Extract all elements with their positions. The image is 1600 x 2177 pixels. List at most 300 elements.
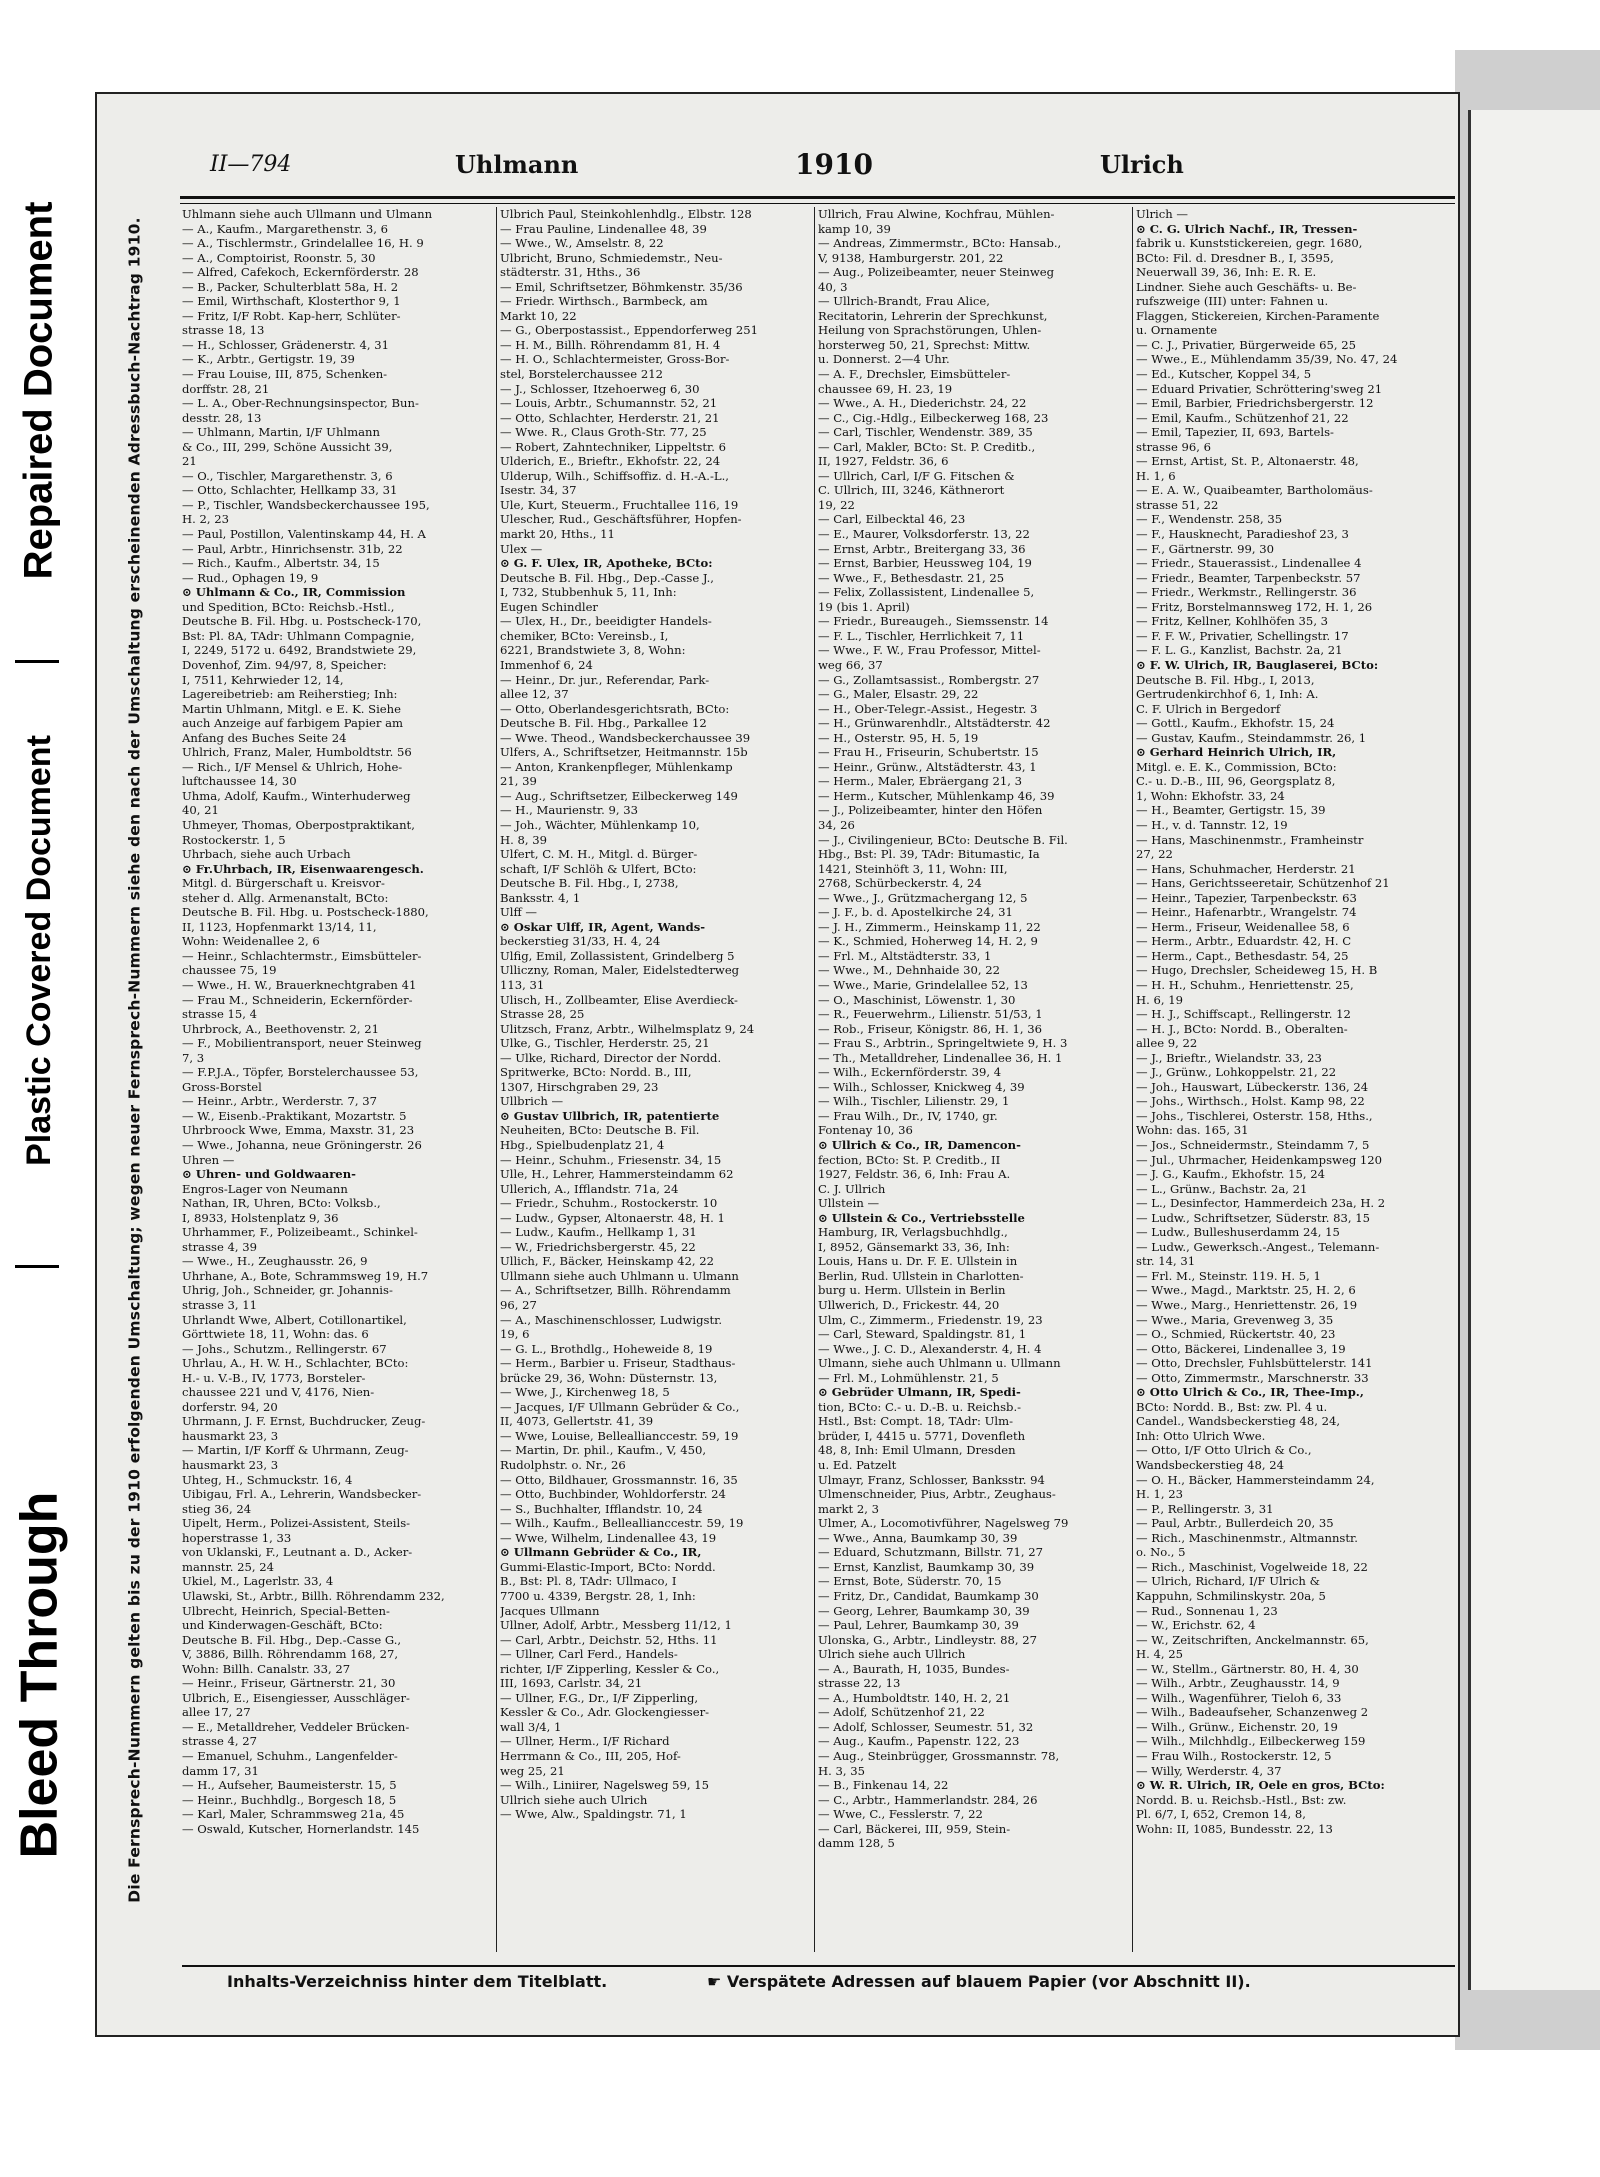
- directory-entry: — Ludw., Schriftsetzer, Süderstr. 83, 15: [1136, 1210, 1371, 1225]
- directory-entry: — Heinr., Tapezier, Tarpenbeckstr. 63: [1136, 890, 1357, 905]
- directory-entry: — Wwe., A. H., Diederichstr. 24, 22: [818, 396, 1027, 411]
- directory-entry: — Carl, Makler, BCto: St. P. Creditb.,: [818, 439, 1036, 454]
- directory-entry: — Louis, Arbtr., Schumannstr. 52, 21: [500, 396, 718, 411]
- directory-entry: — Friedr., Werkmstr., Rellingerstr. 36: [1136, 585, 1357, 600]
- directory-entry: ⊙ Otto Ulrich & Co., IR, Thee-Imp.,: [1136, 1385, 1364, 1400]
- directory-entry: Deutsche B. Fil. Hbg., I, 2738,: [500, 876, 679, 891]
- directory-entry: — Heinr., Dr. jur., Referendar, Park-: [500, 672, 710, 687]
- directory-entry: — F., Wendenstr. 258, 35: [1136, 512, 1283, 527]
- directory-entry: — H., Osterstr. 95, H. 5, 19: [818, 730, 979, 745]
- directory-entry: — Wwe. R., Claus Groth-Str. 77, 25: [500, 425, 707, 440]
- directory-entry: — E., Maurer, Volksdorferstr. 13, 22: [818, 527, 1030, 542]
- directory-entry: — Wwe., J., Grützmachergang 12, 5: [818, 890, 1028, 905]
- directory-entry: Heilung von Sprachstörungen, Uhlen-: [818, 323, 1042, 338]
- directory-entry: — Ludw., Gypser, Altonaerstr. 48, H. 1: [500, 1210, 725, 1225]
- directory-entry: Hstl., Bst: Compt. 18, TAdr: Ulm-: [818, 1414, 1014, 1429]
- directory-entry: — F., Mobilientransport, neuer Steinweg: [182, 1036, 422, 1051]
- directory-entry: — Wwe, Alw., Spaldingstr. 71, 1: [500, 1807, 687, 1822]
- directory-entry: ⊙ F. W. Ulrich, IR, Bauglaserei, BCto:: [1136, 657, 1379, 672]
- directory-entry: Deutsche B. Fil. Hbg., Parkallee 12: [500, 716, 707, 731]
- directory-entry: Ulitzsch, Franz, Arbtr., Wilhelmsplatz 9, 24: [500, 1021, 755, 1036]
- directory-entry: Ulderup, Wilh., Schiffsoffiz. d. H.-A.-L.,: [500, 468, 729, 483]
- directory-entry: — J., Civilingenieur, BCto: Deutsche B. Fil.: [818, 832, 1068, 847]
- directory-entry: Neuheiten, BCto: Deutsche B. Fil.: [500, 1123, 700, 1138]
- directory-entry: — Wilh., Liniirer, Nagelsweg 59, 15: [500, 1778, 710, 1793]
- directory-entry: Wohn: Weidenallee 2, 6: [182, 934, 320, 949]
- directory-entry: ⊙ Oskar Ulff, IR, Agent, Wands-: [500, 919, 706, 934]
- directory-entry: H. 8, 39: [500, 832, 547, 847]
- directory-entry: — Otto, I/F Otto Ulrich & Co.,: [1136, 1443, 1312, 1458]
- footer-left: Inhalts-Verzeichniss hinter dem Titelblatt.: [227, 1972, 608, 1991]
- directory-entry: 1307, Hirschgraben 29, 23: [500, 1079, 659, 1094]
- directory-entry: — Herm., Maler, Ebräergang 21, 3: [818, 774, 1022, 789]
- directory-entry: — Otto, Buchbinder, Wohldorferstr. 24: [500, 1487, 726, 1502]
- directory-entry: Bst: Pl. 8A, TAdr: Uhlmann Compagnie,: [182, 628, 415, 643]
- directory-entry: — Wwe., Magd., Marktstr. 25, H. 2, 6: [1136, 1283, 1356, 1298]
- directory-entry: — Wwe. Theod., Wandsbeckerchaussee 39: [500, 730, 751, 745]
- label-plastic-covered: Plastic Covered Document: [19, 734, 58, 1166]
- directory-entry: B., Bst: Pl. 8, TAdr: Ullmaco, I: [500, 1574, 677, 1589]
- directory-entry: str. 14, 31: [1136, 1254, 1196, 1269]
- directory-entry: — F. F. W., Privatier, Schellingstr. 17: [1136, 628, 1349, 643]
- directory-entry: Uhma, Adolf, Kaufm., Winterhuderweg: [182, 788, 411, 803]
- directory-entry: Uhlrich, Franz, Maler, Humboldtstr. 56: [182, 745, 412, 760]
- column-divider: [1132, 207, 1133, 1952]
- directory-entry: — H., Schlosser, Grädenerstr. 4, 31: [182, 337, 390, 352]
- directory-entry: — Emil, Schriftsetzer, Böhmkenstr. 35/36: [500, 279, 743, 294]
- directory-entry: 113, 31: [500, 977, 545, 992]
- directory-entry: — O., Tischler, Margarethenstr. 3, 6: [182, 468, 393, 483]
- directory-entry: Nathan, IR, Uhren, BCto: Volksb.,: [182, 1196, 381, 1211]
- column-divider: [814, 207, 815, 1952]
- directory-entry: Rudolphstr. o. Nr., 26: [500, 1458, 626, 1473]
- directory-entry: — Rud., Ophagen 19, 9: [182, 570, 319, 585]
- directory-entry: — A., Kaufm., Margarethenstr. 3, 6: [182, 221, 388, 236]
- directory-entry: — A., Schriftsetzer, Billh. Röhrendamm: [500, 1283, 731, 1298]
- directory-entry: — Ullner, Herm., I/F Richard: [500, 1734, 670, 1749]
- directory-entry: — Ulrich, Richard, I/F Ulrich &: [1136, 1574, 1320, 1589]
- directory-entry: — Aug., Kaufm., Papenstr. 122, 23: [818, 1734, 1020, 1749]
- directory-entry: Banksstr. 4, 1: [500, 890, 581, 905]
- directory-entry: strasse 3, 11: [182, 1298, 258, 1313]
- directory-entry: — G., Zollamtsassist., Rombergstr. 27: [818, 672, 1040, 687]
- directory-entry: — H. M., Billh. Röhrendamm 81, H. 4: [500, 337, 721, 352]
- directory-entry: — Joh., Wächter, Mühlenkamp 10,: [500, 817, 700, 832]
- directory-entry: — A., Comptoirist, Roonstr. 5, 30: [182, 250, 376, 265]
- directory-entry: — Otto, Oberlandesgerichtsrath, BCto:: [500, 701, 730, 716]
- directory-entry: Ullich, F., Bäcker, Heinskamp 42, 22: [500, 1254, 714, 1269]
- directory-entry: Görttwiete 18, 11, Wohn: das. 6: [182, 1327, 369, 1342]
- directory-entry: hausmarkt 23, 3: [182, 1428, 279, 1443]
- directory-entry: 40, 3: [818, 279, 848, 294]
- directory-entry: — Georg, Lehrer, Baumkamp 30, 39: [818, 1603, 1030, 1618]
- directory-entry: — Wwe., F. W., Frau Professor, Mittel-: [818, 643, 1041, 658]
- directory-entry: Fontenay 10, 36: [818, 1123, 913, 1138]
- directory-entry: — Emil, Tapezier, II, 693, Bartels-: [1136, 425, 1334, 440]
- directory-entry: Isestr. 34, 37: [500, 483, 577, 498]
- directory-entry: — Otto, Zimmermstr., Marschnerstr. 33: [1136, 1370, 1369, 1385]
- directory-entry: — P., Tischler, Wandsbeckerchaussee 195,: [182, 497, 430, 512]
- directory-entry: — F.P.J.A., Töpfer, Borstelerchaussee 53,: [182, 1065, 419, 1080]
- directory-entry: — Carl, Steward, Spaldingstr. 81, 1: [818, 1327, 1027, 1342]
- directory-entry: — Ernst, Arbtr., Breitergang 33, 36: [818, 541, 1026, 556]
- directory-entry: — Frau S., Arbtrin., Springeltwiete 9, H. 3: [818, 1036, 1068, 1051]
- directory-entry: — Th., Metalldreher, Lindenallee 36, H. 1: [818, 1050, 1063, 1065]
- column-1: [182, 207, 492, 1952]
- directory-entry: dorffstr. 28, 21: [182, 381, 270, 396]
- directory-entry: Ullrich, Frau Alwine, Kochfrau, Mühlen-: [818, 207, 1055, 221]
- directory-entry: — H., Beamter, Gertigstr. 15, 39: [1136, 803, 1326, 818]
- directory-entry: 2768, Schürbeckerstr. 4, 24: [818, 876, 982, 891]
- directory-entry: — W., Eisenb.-Praktikant, Mozartstr. 5: [182, 1108, 407, 1123]
- page-number: II—794: [210, 152, 292, 177]
- directory-entry: — H., v. d. Tannstr. 12, 19: [1136, 817, 1288, 832]
- directory-entry: u. Donnerst. 2—4 Uhr.: [818, 352, 950, 367]
- directory-entry: — Rob., Friseur, Königstr. 86, H. 1, 36: [818, 1021, 1042, 1036]
- directory-entry: — J., Brieftr., Wielandstr. 33, 23: [1136, 1050, 1322, 1065]
- directory-entry: weg 66, 37: [818, 657, 883, 672]
- directory-entry: Ule, Kurt, Steuerm., Fruchtallee 116, 19: [500, 497, 739, 512]
- directory-entry: — F. L. G., Kanzlist, Bachstr. 2a, 21: [1136, 643, 1343, 658]
- directory-entry: 1927, Feldstr. 36, 6, Inh: Frau A.: [818, 1167, 1011, 1182]
- directory-entry: — Aug., Polizeibeamter, neuer Steinweg: [818, 265, 1055, 280]
- directory-entry: — Wilh., Kaufm., Belleallianccestr. 59, 19: [500, 1516, 744, 1531]
- directory-entry: — Jul., Uhrmacher, Heidenkampsweg 120: [1136, 1152, 1383, 1167]
- directory-entry: — Emil, Barbier, Friedrichsbergerstr. 12: [1136, 396, 1374, 411]
- directory-entry: — Wilh., Arbtr., Zeughausstr. 14, 9: [1136, 1676, 1340, 1691]
- directory-entry: 7700 u. 4339, Bergstr. 28, 1, Inh:: [500, 1588, 696, 1603]
- directory-entry: — S., Buchhalter, Ifflandstr. 10, 24: [500, 1501, 703, 1516]
- directory-entry: — Ulke, Richard, Director der Nordd.: [500, 1050, 722, 1065]
- directory-entry: Nordd. B. u. Reichsb.-Hstl., Bst: zw.: [1136, 1792, 1347, 1807]
- directory-entry: — Wilh., Wagenführer, Tieloh 6, 33: [1136, 1690, 1342, 1705]
- year: 1910: [795, 148, 873, 181]
- directory-entry: — Hans, Maschinenmstr., Framheinstr: [1136, 832, 1364, 847]
- directory-entry: Ulawski, St., Arbtr., Billh. Röhrendamm 232,: [182, 1588, 445, 1603]
- directory-entry: — Robert, Zahntechniker, Lippeltstr. 6: [500, 439, 727, 454]
- directory-entry: — G., Maler, Elsastr. 29, 22: [818, 687, 979, 702]
- directory-entry: 7, 3: [182, 1050, 205, 1065]
- directory-entry: Ulmann, siehe auch Uhlmann u. Ullmann: [818, 1356, 1061, 1371]
- directory-entry: I, 2249, 5172 u. 6492, Brandstwiete 29,: [182, 643, 417, 658]
- directory-entry: — Andreas, Zimmermstr., BCto: Hansab.,: [818, 236, 1062, 251]
- directory-entry: — Herm., Arbtr., Eduardstr. 42, H. C: [1136, 934, 1352, 949]
- directory-entry: — Hugo, Drechsler, Scheideweg 15, H. B: [1136, 963, 1378, 978]
- directory-entry: strasse 18, 13: [182, 323, 265, 338]
- directory-entry: Wohn: II, 1085, Bundesstr. 22, 13: [1136, 1821, 1333, 1836]
- directory-entry: Ullstein —: [818, 1196, 880, 1211]
- directory-entry: — Ludw., Kaufm., Hellkamp 1, 31: [500, 1225, 697, 1240]
- vertical-notice: Die Fernsprech-Nummern gelten bis zu der 1910 erfolgenden Umschaltung; wegen neuer Fernsprech-Nummern siehe den nach der Umschaltung erscheinenden Adressbuch-Nachtrag 1910.: [126, 217, 145, 1903]
- directory-entry: — H. J., Schiffscapt., Rellingerstr. 12: [1136, 1007, 1351, 1022]
- directory-entry: — Friedr., Schuhm., Rostockerstr. 10: [500, 1196, 718, 1211]
- directory-entry: 6221, Brandstwiete 3, 8, Wohn:: [500, 643, 686, 658]
- directory-entry: — Alfred, Cafekoch, Eckernförderstr. 28: [182, 265, 419, 280]
- directory-entry: — Heinr., Grünw., Altstädterstr. 43, 1: [818, 759, 1037, 774]
- directory-entry: — B., Finkenau 14, 22: [818, 1778, 949, 1793]
- directory-entry: I, 732, Stubbenhuk 5, 11, Inh:: [500, 585, 677, 600]
- right-keyword: Ulrich: [1100, 150, 1184, 179]
- directory-entry: strasse 4, 39: [182, 1239, 258, 1254]
- directory-entry: und Kinderwagen-Geschäft, BCto:: [182, 1618, 383, 1633]
- directory-entry: — Heinr., Friseur, Gärtnerstr. 21, 30: [182, 1676, 396, 1691]
- directory-entry: — Martin, Dr. phil., Kaufm., V, 450,: [500, 1443, 707, 1458]
- directory-entry: — Rich., Maschinenmstr., Altmannstr.: [1136, 1530, 1358, 1545]
- directory-entry: Ullerich, A., Ifflandstr. 71a, 24: [500, 1181, 679, 1196]
- directory-entry: — Wwe, Wilhelm, Lindenallee 43, 19: [500, 1530, 717, 1545]
- directory-entry: Deutsche B. Fil. Hbg. u. Postscheck-1880,: [182, 905, 429, 920]
- directory-entry: — Emanuel, Schuhm., Langenfelder-: [182, 1748, 398, 1763]
- directory-entry: stieg 36, 24: [182, 1501, 252, 1516]
- directory-entry: Inh: Otto Ulrich Wwe.: [1136, 1428, 1266, 1443]
- directory-entry: — K., Arbtr., Gertigstr. 19, 39: [182, 352, 355, 367]
- directory-entry: burg u. Herm. Ullstein in Berlin: [818, 1283, 1006, 1298]
- directory-entry: — Fritz, Kellner, Kohlhöfen 35, 3: [1136, 614, 1329, 629]
- directory-entry: — H. O., Schlachtermeister, Gross-Bor-: [500, 352, 730, 367]
- directory-entry: — E. A. W., Quaibeamter, Bartholomäus-: [1136, 483, 1373, 498]
- directory-entry: — Friedr., Beamter, Tarpenbeckstr. 57: [1136, 570, 1361, 585]
- directory-entry: strasse 4, 27: [182, 1734, 258, 1749]
- directory-entry: Berlin, Rud. Ullstein in Charlotten-: [818, 1268, 1024, 1283]
- directory-entry: — J. G., Kaufm., Ekhofstr. 15, 24: [1136, 1167, 1326, 1182]
- directory-entry: Ulbricht, Bruno, Schmiedemstr., Neu-: [500, 250, 723, 265]
- directory-entry: ⊙ W. R. Ulrich, IR, Oele en gros, BCto:: [1136, 1778, 1385, 1793]
- directory-entry: Candel., Wandsbeckerstieg 48, 24,: [1136, 1414, 1341, 1429]
- directory-entry: V, 3886, Billh. Röhrendamm 168, 27,: [182, 1647, 399, 1662]
- directory-entry: & Co., III, 299, Schöne Aussicht 39,: [182, 439, 393, 454]
- directory-entry: Uhrig, Joh., Schneider, gr. Johannis-: [182, 1283, 393, 1298]
- directory-entry: — Fritz, Borstelmannsweg 172, H. 1, 26: [1136, 599, 1373, 614]
- directory-entry: — Wilh., Schlosser, Knickweg 4, 39: [818, 1079, 1025, 1094]
- directory-entry: 34, 26: [818, 817, 855, 832]
- directory-entry: Kessler & Co., Adr. Glockengiesser-: [500, 1705, 710, 1720]
- directory-entry: Rostockerstr. 1, 5: [182, 832, 286, 847]
- directory-entry: dorferstr. 94, 20: [182, 1399, 278, 1414]
- directory-entry: desstr. 28, 13: [182, 410, 262, 425]
- directory-entry: chaussee 75, 19: [182, 963, 277, 978]
- directory-entry: — Herm., Capt., Bethesdastr. 54, 25: [1136, 948, 1349, 963]
- directory-entry: — C., Cig.-Hdlg., Eilbeckerweg 168, 23: [818, 410, 1049, 425]
- directory-entry: weg 25, 21: [500, 1763, 565, 1778]
- directory-entry: — Hans, Gerichtsseeretair, Schützenhof 21: [1136, 876, 1390, 891]
- directory-entry: — F. L., Tischler, Herrlichkeit 7, 11: [818, 628, 1025, 643]
- directory-entry: — A., Baurath, H, 1035, Bundes-: [818, 1661, 1010, 1676]
- column-divider: [496, 207, 497, 1952]
- directory-entry: — Ullrich, Carl, I/F G. Fitschen &: [818, 468, 1015, 483]
- directory-entry: Ulescher, Rud., Geschäftsführer, Hopfen-: [500, 512, 742, 527]
- directory-entry: — H., Maurienstr. 9, 33: [500, 803, 639, 818]
- directory-entry: I, 7511, Kehrwieder 12, 14,: [182, 672, 344, 687]
- directory-entry: — C. J., Privatier, Bürgerweide 65, 25: [1136, 337, 1356, 352]
- directory-entry: — G., Oberpostassist., Eppendorferweg 251: [500, 323, 759, 338]
- directory-entry: luftchaussee 14, 30: [182, 774, 297, 789]
- directory-entry: strasse 15, 4: [182, 1007, 258, 1022]
- directory-entry: 21, 39: [500, 774, 537, 789]
- directory-entry: — Carl, Bäckerei, III, 959, Stein-: [818, 1821, 1011, 1836]
- directory-entry: — Ullner, Carl Ferd., Handels-: [500, 1647, 678, 1662]
- directory-entry: allee 12, 37: [500, 687, 569, 702]
- directory-entry: Gummi-Elastic-Import, BCto: Nordd.: [500, 1559, 716, 1574]
- directory-entry: richter, I/F Zipperling, Kessler & Co.,: [500, 1661, 720, 1676]
- directory-entry: H. 1, 6: [1136, 468, 1176, 483]
- directory-entry: — Ludw., Bulleshuserdamm 24, 15: [1136, 1225, 1340, 1240]
- directory-entry: städterstr. 31, Hths., 36: [500, 265, 641, 280]
- directory-entry: — L., Desinfector, Hammerdeich 23a, H. 2: [1136, 1196, 1386, 1211]
- directory-entry: und Spedition, BCto: Reichsb.-Hstl.,: [182, 599, 395, 614]
- directory-entry: — Heinr., Hafenarbtr., Wrangelstr. 74: [1136, 905, 1357, 920]
- directory-entry: Kappuhn, Schmilinskystr. 20a, 5: [1136, 1588, 1326, 1603]
- directory-entry: — Otto, Schlachter, Hellkamp 33, 31: [182, 483, 398, 498]
- directory-entry: — Uhlmann, Martin, I/F Uhlmann: [182, 425, 380, 440]
- directory-entry: strasse 22, 13: [818, 1676, 901, 1691]
- directory-entry: Jacques Ullmann: [500, 1603, 600, 1618]
- directory-entry: — Wwe., W., Amselstr. 8, 22: [500, 236, 664, 251]
- directory-entry: Ullner, Adolf, Arbtr., Messberg 11/12, 1: [500, 1618, 732, 1633]
- directory-entry: — H., Ober-Telegr.-Assist., Hegestr. 3: [818, 701, 1038, 716]
- directory-entry: Ulbrich Paul, Steinkohlenhdlg., Elbstr. 128: [500, 207, 752, 221]
- directory-entry: — Wwe, C., Fesslerstr. 7, 22: [818, 1807, 983, 1822]
- directory-entry: — Felix, Zollassistent, Lindenallee 5,: [818, 585, 1035, 600]
- directory-entry: — Ed., Kutscher, Koppel 34, 5: [1136, 367, 1312, 382]
- directory-entry: — W., Friedrichsbergerstr. 45, 22: [500, 1239, 696, 1254]
- directory-entry: — P., Rellingerstr. 3, 31: [1136, 1501, 1274, 1516]
- directory-entry: — Otto, Bildhauer, Grossmannstr. 16, 35: [500, 1472, 738, 1487]
- label-separator: [15, 1265, 59, 1268]
- directory-entry: markt 20, Hths., 11: [500, 527, 615, 542]
- directory-entry: Uibigau, Frl. A., Lehrerin, Wandsbecker-: [182, 1487, 422, 1502]
- directory-entry: Ullwerich, D., Frickestr. 44, 20: [818, 1298, 1000, 1313]
- label-repaired: Repaired Document: [16, 201, 61, 579]
- directory-entry: Ulm, C., Zimmerm., Friedenstr. 19, 23: [818, 1312, 1043, 1327]
- directory-entry: — A., Tischlermstr., Grindelallee 16, H. 9: [182, 236, 424, 251]
- directory-entry: 27, 22: [1136, 847, 1173, 862]
- directory-entry: — Paul, Arbtr., Bullerdeich 20, 35: [1136, 1516, 1334, 1531]
- directory-entry: — Adolf, Schlosser, Seumestr. 51, 32: [818, 1719, 1034, 1734]
- directory-entry: Herrmann & Co., III, 205, Hof-: [500, 1748, 681, 1763]
- directory-entry: Uhren —: [182, 1152, 235, 1167]
- directory-entry: Neuerwall 39, 36, Inh: E. R. E.: [1136, 265, 1317, 280]
- directory-entry: ⊙ Ullstein & Co., Vertriebsstelle: [818, 1210, 1025, 1225]
- directory-entry: Ulmer, A., Locomotivführer, Nagelsweg 79: [818, 1516, 1069, 1531]
- directory-entry: — Heinr., Schuhm., Friesenstr. 34, 15: [500, 1152, 722, 1167]
- directory-entry: — Wwe, J., Kirchenweg 18, 5: [500, 1385, 670, 1400]
- column-3: [818, 207, 1128, 1952]
- directory-entry: — H., Grünwarenhdlr., Altstädterstr. 42: [818, 716, 1051, 731]
- directory-entry: Uhrbrock, A., Beethovenstr. 2, 21: [182, 1021, 380, 1036]
- directory-entry: V, 9138, Hamburgerstr. 201, 22: [818, 250, 1004, 265]
- directory-columns: [182, 207, 1455, 1952]
- directory-entry: — Paul, Lehrer, Baumkamp 30, 39: [818, 1618, 1019, 1633]
- directory-entry: — Emil, Kaufm., Schützenhof 21, 22: [1136, 410, 1349, 425]
- directory-entry: — W., Stellm., Gärtnerstr. 80, H. 4, 30: [1136, 1661, 1359, 1676]
- directory-entry: ⊙ C. G. Ulrich Nachf., IR, Tressen-: [1136, 221, 1358, 236]
- next-page-edge: [1468, 110, 1600, 1990]
- directory-entry: Ulbrich, E., Eisengiesser, Ausschläger-: [182, 1690, 410, 1705]
- directory-entry: schaft, I/F Schlöh & Ulfert, BCto:: [500, 861, 697, 876]
- page-footer: [182, 1965, 1455, 1995]
- directory-entry: — Anton, Krankenpfleger, Mühlenkamp: [500, 759, 733, 774]
- directory-entry: — Aug., Steinbrügger, Grossmannstr. 78,: [818, 1748, 1060, 1763]
- directory-entry: fabrik u. Kunststickereien, gegr. 1680,: [1136, 236, 1363, 251]
- directory-entry: Deutsche B. Fil. Hbg., I, 2013,: [1136, 672, 1315, 687]
- directory-entry: 1, Wohn: Ekhofstr. 33, 24: [1136, 788, 1285, 803]
- directory-entry: — Johs., Tischlerei, Osterstr. 158, Hths.,: [1136, 1108, 1373, 1123]
- directory-entry: o. No., 5: [1136, 1545, 1186, 1560]
- directory-entry: H. 3, 35: [818, 1763, 865, 1778]
- directory-entry: — Ernst, Artist, St. P., Altonaerstr. 48,: [1136, 454, 1359, 469]
- directory-entry: ⊙ Uhren- und Goldwaaren-: [182, 1167, 356, 1182]
- directory-entry: H. 2, 23: [182, 512, 229, 527]
- directory-entry: damm 128, 5: [818, 1836, 895, 1851]
- directory-entry: Uhrlau, A., H. W. H., Schlachter, BCto:: [182, 1356, 409, 1371]
- directory-entry: — Gustav, Kaufm., Steindammstr. 26, 1: [1136, 730, 1367, 745]
- directory-entry: — Frl. M., Steinstr. 119. H. 5, 1: [1136, 1268, 1321, 1283]
- directory-entry: — Herm., Friseur, Weidenallee 58, 6: [1136, 919, 1350, 934]
- directory-entry: Wandsbeckerstieg 48, 24: [1136, 1458, 1285, 1473]
- directory-entry: Uhrmann, J. F. Ernst, Buchdrucker, Zeug-: [182, 1414, 426, 1429]
- directory-entry: — Joh., Hauswart, Lübeckerstr. 136, 24: [1136, 1079, 1369, 1094]
- directory-entry: von Uklanski, F., Leutnant a. D., Acker-: [182, 1545, 413, 1560]
- directory-entry: Deutsche B. Fil. Hbg., Dep.-Casse G.,: [182, 1632, 402, 1647]
- directory-entry: beckerstieg 31/33, H. 4, 24: [500, 934, 661, 949]
- directory-entry: — Heinr., Buchhdlg., Borgesch 18, 5: [182, 1792, 397, 1807]
- directory-entry: — J. H., Zimmerm., Heinskamp 11, 22: [818, 919, 1041, 934]
- directory-entry: — G. L., Brothdlg., Hoheweide 8, 19: [500, 1341, 713, 1356]
- directory-entry: ⊙ Ullmann Gebrüder & Co., IR,: [500, 1545, 702, 1560]
- directory-entry: — J. F., b. d. Apostelkirche 24, 31: [818, 905, 1013, 920]
- directory-entry: stel, Borstelerchaussee 212: [500, 367, 663, 382]
- directory-entry: Uhteg, H., Schmuckstr. 16, 4: [182, 1472, 353, 1487]
- directory-entry: — Rich., Kaufm., Albertstr. 34, 15: [182, 556, 380, 571]
- directory-entry: BCto: Fil. d. Dresdner B., I, 3595,: [1136, 250, 1334, 265]
- directory-entry: — H., Aufseher, Baumeisterstr. 15, 5: [182, 1778, 397, 1793]
- directory-entry: — Wwe., Anna, Baumkamp 30, 39: [818, 1530, 1018, 1545]
- directory-entry: — K., Schmied, Hoherweg 14, H. 2, 9: [818, 934, 1038, 949]
- directory-entry: — Wwe., F., Bethesdastr. 21, 25: [818, 570, 1005, 585]
- directory-entry: auch Anzeige auf farbigem Papier am: [182, 716, 404, 731]
- directory-entry: Markt 10, 22: [500, 308, 577, 323]
- directory-entry: — A., Maschinenschlosser, Ludwigstr.: [500, 1312, 723, 1327]
- directory-entry: — Ullrich-Brandt, Frau Alice,: [818, 294, 990, 309]
- directory-entry: Uipelt, Herm., Polizei-Assistent, Steils-: [182, 1516, 411, 1531]
- directory-entry: rufszweige (III) unter: Fahnen u.: [1136, 294, 1329, 309]
- directory-entry: steher d. Allg. Armenanstalt, BCto:: [182, 890, 389, 905]
- directory-entry: 19, 22: [818, 497, 855, 512]
- directory-entry: Hbg., Spielbudenplatz 21, 4: [500, 1138, 665, 1152]
- directory-entry: Strasse 28, 25: [500, 1007, 585, 1022]
- directory-entry: ⊙ Gebrüder Ulmann, IR, Spedi-: [818, 1385, 1021, 1400]
- directory-entry: — Frau Wilh., Dr., IV, 1740, gr.: [818, 1108, 998, 1123]
- directory-entry: Eugen Schindler: [500, 599, 598, 614]
- footer-right: ☛ Verspätete Adressen auf blauem Papier (vor Abschnitt II).: [707, 1972, 1251, 1991]
- directory-entry: horsterweg 50, 21, Sprechst: Mittw.: [818, 337, 1031, 352]
- directory-entry: ⊙ Gerhard Heinrich Ulrich, IR,: [1136, 745, 1337, 760]
- directory-entry: — Otto, Schlachter, Herderstr. 21, 21: [500, 410, 720, 425]
- directory-entry: — L., Grünw., Bachstr. 2a, 21: [1136, 1181, 1308, 1196]
- directory-entry: Uhrhane, A., Bote, Schrammsweg 19, H.7: [182, 1268, 429, 1283]
- directory-entry: Gross-Borstel: [182, 1079, 262, 1094]
- directory-entry: Ulrich siehe auch Ullrich: [818, 1647, 966, 1662]
- directory-entry: — F., Gärtnerstr. 99, 30: [1136, 541, 1274, 556]
- directory-entry: Wohn: das. 165, 31: [1136, 1123, 1249, 1138]
- directory-entry: chaussee 69, H. 23, 19: [818, 381, 953, 396]
- directory-entry: — Martin, I/F Korff & Uhrmann, Zeug-: [182, 1443, 409, 1458]
- directory-entry: Engros-Lager von Neumann: [182, 1181, 348, 1196]
- directory-entry: Deutsche B. Fil. Hbg. u. Postscheck-170,: [182, 614, 422, 629]
- directory-entry: — Ernst, Barbier, Heussweg 104, 19: [818, 556, 1032, 571]
- directory-entry: hausmarkt 23, 3: [182, 1458, 279, 1473]
- directory-entry: Ullmann siehe auch Uhlmann u. Ulmann: [500, 1268, 739, 1283]
